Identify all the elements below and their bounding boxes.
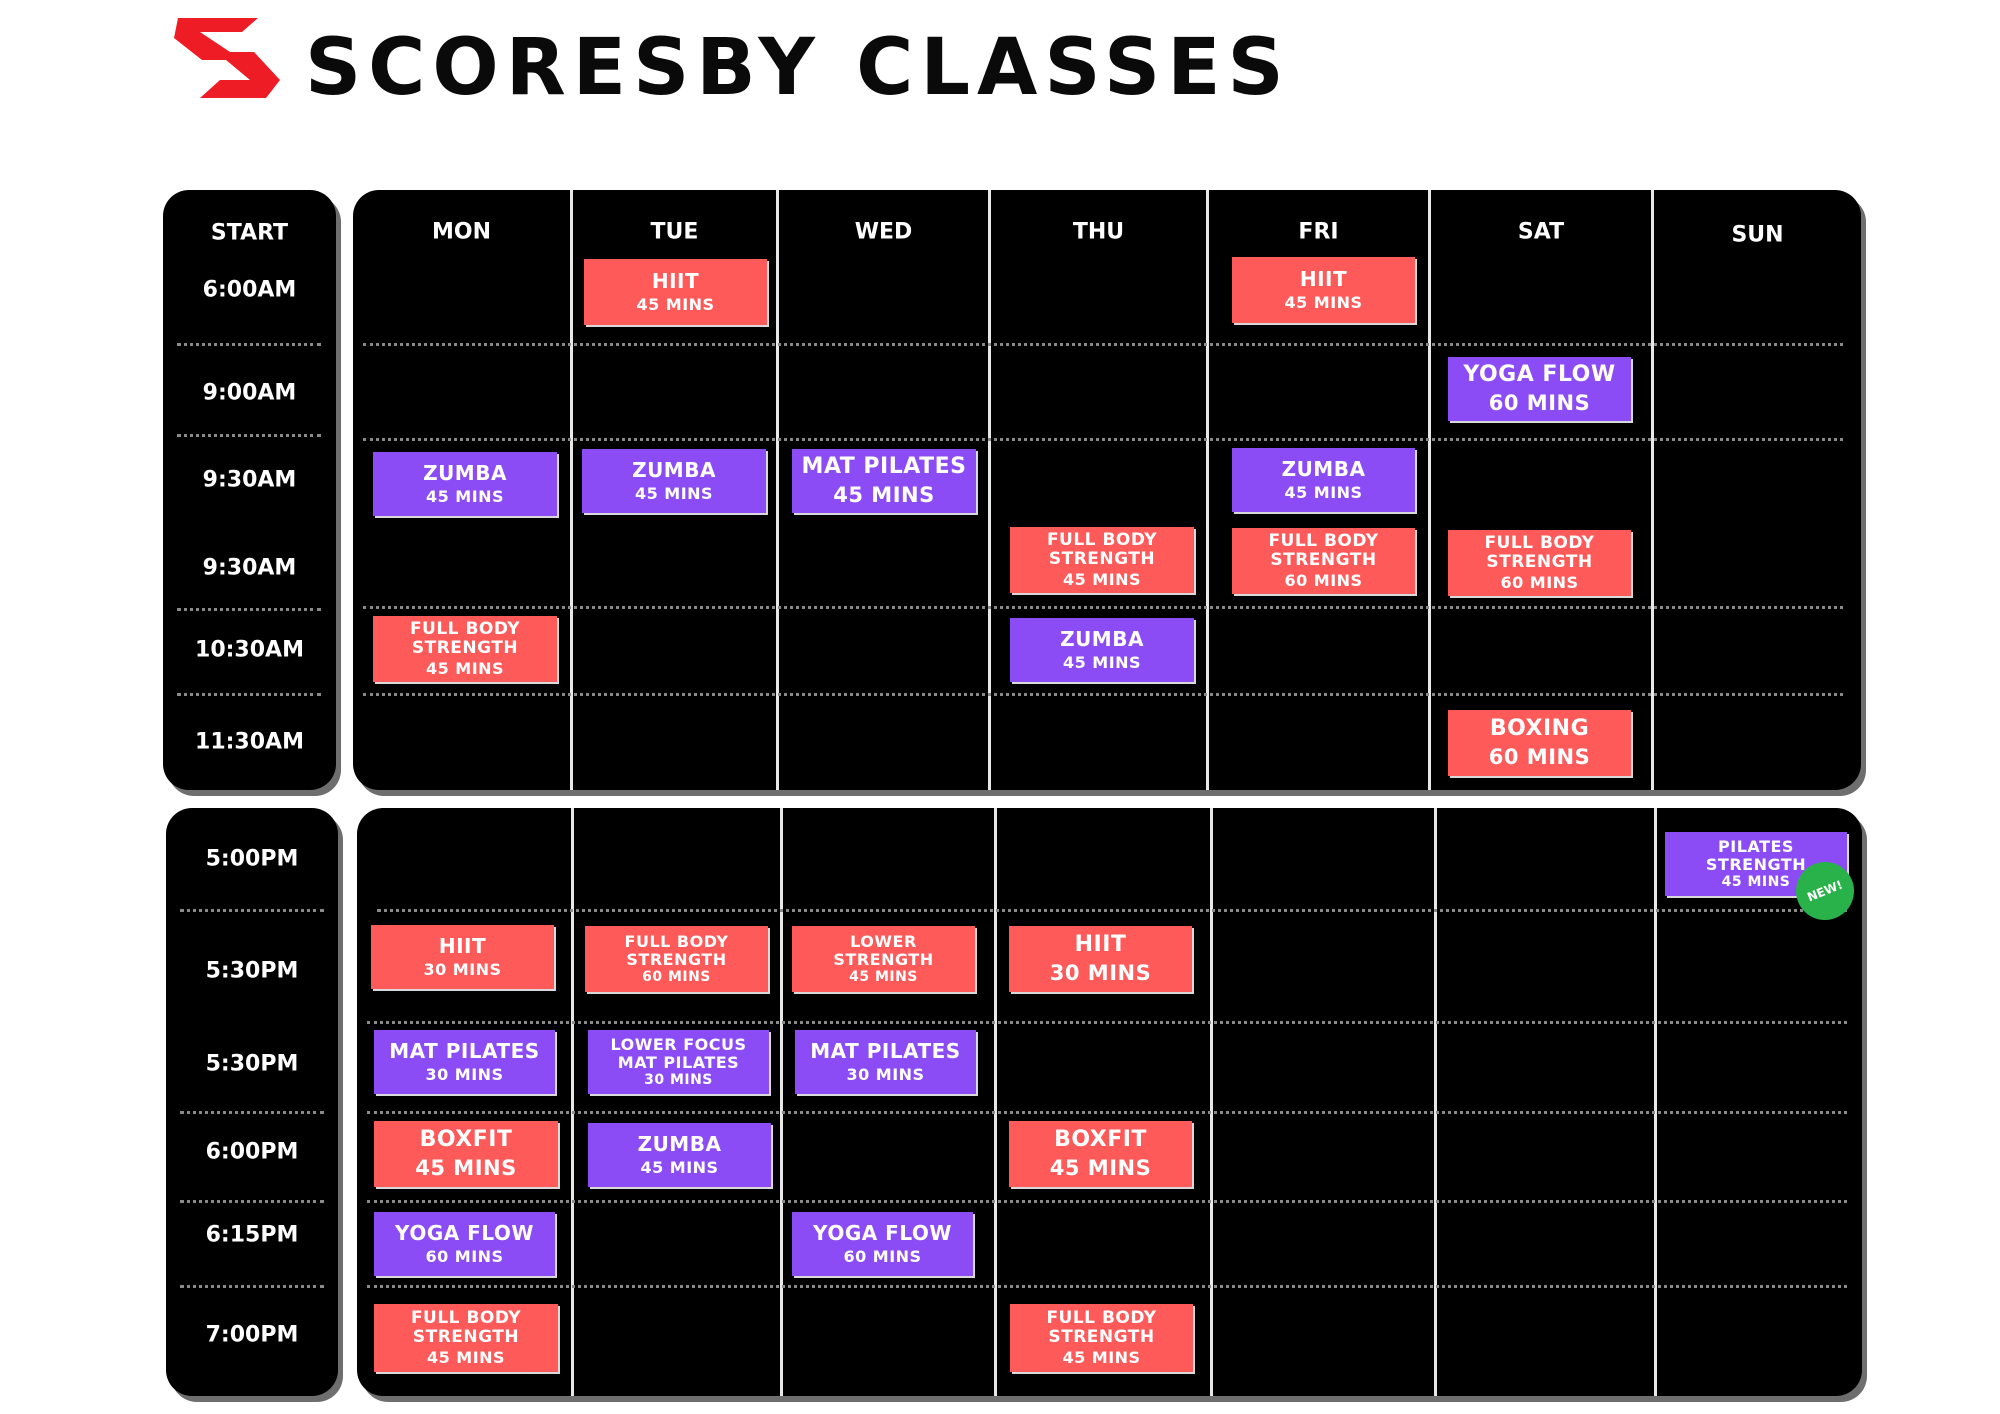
- class-duration: 45 MINS: [1062, 653, 1142, 673]
- class-card[interactable]: [373, 452, 557, 516]
- row-divider: [177, 693, 321, 696]
- class-name: FULL BODY STRENGTH: [1484, 533, 1595, 573]
- time-label: 5:30PM: [205, 1051, 299, 1077]
- time-label: 5:30PM: [205, 958, 299, 984]
- class-duration: 45 MINS: [1721, 873, 1791, 890]
- column-divider: [1434, 808, 1437, 1396]
- class-name: ZUMBA: [1060, 626, 1144, 651]
- class-card[interactable]: [588, 1123, 771, 1187]
- class-card[interactable]: [374, 1304, 558, 1372]
- column-divider: [1651, 190, 1654, 790]
- column-divider: [1210, 808, 1213, 1396]
- column-divider: [1428, 190, 1431, 790]
- column-divider: [570, 190, 573, 790]
- class-card[interactable]: [373, 616, 557, 682]
- class-card[interactable]: [585, 926, 768, 992]
- row-divider: [367, 1285, 1847, 1288]
- class-card[interactable]: [374, 1030, 555, 1094]
- class-card[interactable]: [588, 1030, 769, 1094]
- evening-time-column: [166, 808, 338, 1396]
- class-card[interactable]: [374, 1121, 558, 1187]
- class-name: ZUMBA: [423, 460, 507, 485]
- day-header-fri: FRI: [1298, 219, 1339, 245]
- morning-time-column: [163, 190, 336, 790]
- day-header-tue: TUE: [650, 219, 699, 245]
- class-card[interactable]: [792, 926, 975, 992]
- row-divider: [363, 606, 1843, 609]
- class-name: ZUMBA: [1281, 456, 1366, 481]
- row-divider: [177, 343, 321, 346]
- class-name: ZUMBA: [632, 457, 716, 482]
- class-card[interactable]: [1448, 357, 1631, 421]
- class-card[interactable]: [1010, 618, 1194, 682]
- class-duration: 45 MINS: [1049, 1155, 1152, 1180]
- time-label: 6:00PM: [205, 1139, 299, 1165]
- class-duration: 60 MINS: [1488, 744, 1591, 769]
- class-name: YOGA FLOW: [1463, 361, 1616, 387]
- class-name: MAT PILATES: [801, 453, 967, 479]
- class-card[interactable]: [582, 449, 766, 513]
- class-name: LOWER FOCUS MAT PILATES: [610, 1034, 747, 1072]
- class-name: MAT PILATES: [810, 1038, 961, 1063]
- class-name: BOXING: [1489, 715, 1590, 741]
- class-name: FULL BODY STRENGTH: [410, 1308, 522, 1348]
- time-label: 7:00PM: [205, 1322, 299, 1348]
- class-duration: 60 MINS: [642, 968, 711, 985]
- time-label: 9:00AM: [202, 380, 297, 406]
- class-duration: 45 MINS: [1284, 483, 1363, 503]
- row-divider: [180, 909, 324, 912]
- row-divider: [367, 1021, 1847, 1024]
- class-name: FULL BODY STRENGTH: [1046, 530, 1158, 570]
- class-name: FULL BODY STRENGTH: [1268, 531, 1379, 571]
- class-duration: 45 MINS: [636, 295, 715, 315]
- class-duration: 45 MINS: [640, 1158, 719, 1178]
- class-card[interactable]: [1232, 448, 1415, 512]
- day-header-sat: SAT: [1517, 219, 1565, 245]
- morning-schedule-grid: [353, 190, 1861, 790]
- class-duration: 60 MINS: [843, 1247, 922, 1267]
- class-duration: 60 MINS: [1500, 573, 1579, 593]
- column-divider: [780, 808, 783, 1396]
- day-header-sun: SUN: [1731, 222, 1784, 248]
- class-card[interactable]: [584, 259, 767, 325]
- class-name: FULL BODY STRENGTH: [409, 619, 521, 659]
- column-divider: [571, 808, 574, 1396]
- row-divider: [180, 1200, 324, 1203]
- time-label: 9:30AM: [202, 555, 297, 581]
- class-card[interactable]: [792, 1212, 973, 1276]
- time-label: 6:00AM: [202, 277, 297, 303]
- class-duration: 30 MINS: [423, 960, 502, 980]
- class-duration: 30 MINS: [1049, 960, 1152, 985]
- class-card[interactable]: [792, 449, 976, 513]
- row-divider: [363, 438, 1843, 441]
- column-divider: [1206, 190, 1209, 790]
- class-name: YOGA FLOW: [813, 1220, 952, 1245]
- time-label: 9:30AM: [202, 467, 297, 493]
- row-divider: [367, 1111, 1847, 1114]
- class-name: LOWER STRENGTH: [833, 931, 934, 969]
- time-label: 10:30AM: [195, 637, 304, 663]
- class-duration: 45 MINS: [425, 487, 505, 507]
- class-duration: 45 MINS: [425, 659, 505, 679]
- class-card[interactable]: [1010, 527, 1194, 593]
- red-s-logo-icon: [170, 18, 280, 108]
- class-duration: 60 MINS: [1488, 390, 1591, 415]
- row-divider: [177, 608, 321, 611]
- class-duration: 60 MINS: [1284, 571, 1363, 591]
- class-name: FULL BODY STRENGTH: [1046, 1308, 1157, 1348]
- column-divider: [994, 808, 997, 1396]
- evening-schedule-grid: [357, 808, 1862, 1396]
- class-name: ZUMBA: [637, 1131, 722, 1156]
- class-name: BOXFIT: [419, 1126, 513, 1152]
- class-duration: 30 MINS: [425, 1065, 504, 1085]
- class-card[interactable]: [371, 925, 554, 989]
- row-divider: [363, 693, 1843, 696]
- class-name: BOXFIT: [1054, 1126, 1147, 1152]
- day-header-wed: WED: [854, 219, 913, 245]
- class-name: HIIT: [1074, 931, 1127, 957]
- class-card[interactable]: [1448, 710, 1631, 776]
- class-card[interactable]: [1010, 1304, 1193, 1372]
- time-label: 5:00PM: [205, 846, 299, 872]
- row-divider: [363, 343, 1843, 346]
- class-name: FULL BODY STRENGTH: [624, 931, 729, 969]
- class-card[interactable]: [1232, 257, 1415, 323]
- class-duration: 45 MINS: [415, 1155, 517, 1180]
- row-divider: [180, 1285, 324, 1288]
- class-name: MAT PILATES: [389, 1038, 540, 1063]
- class-duration: 45 MINS: [833, 482, 935, 507]
- column-divider: [776, 190, 779, 790]
- row-divider: [377, 909, 1847, 912]
- page-title: SCORESBY CLASSES: [305, 23, 1291, 113]
- class-card[interactable]: [1009, 926, 1192, 992]
- class-card[interactable]: [795, 1030, 976, 1094]
- class-duration: 60 MINS: [425, 1247, 504, 1267]
- class-name: HIIT: [438, 933, 487, 958]
- time-label: 11:30AM: [195, 729, 304, 755]
- day-header-mon: MON: [431, 219, 491, 245]
- class-name: YOGA FLOW: [395, 1220, 534, 1245]
- class-card[interactable]: [1232, 528, 1415, 594]
- class-duration: 30 MINS: [846, 1065, 925, 1085]
- row-divider: [367, 1200, 1847, 1203]
- class-card[interactable]: [1448, 530, 1631, 596]
- row-divider: [177, 434, 321, 437]
- class-duration: 45 MINS: [849, 968, 918, 985]
- class-duration: 45 MINS: [634, 484, 714, 504]
- class-name: HIIT: [1299, 266, 1348, 291]
- class-duration: 30 MINS: [644, 1071, 713, 1088]
- class-name: PILATES STRENGTH: [1705, 836, 1807, 874]
- class-card[interactable]: [1009, 1121, 1192, 1187]
- class-duration: 45 MINS: [1284, 293, 1363, 313]
- class-duration: 45 MINS: [426, 1348, 506, 1368]
- time-label: 6:15PM: [205, 1222, 299, 1248]
- start-header: START: [210, 220, 289, 246]
- column-divider: [1654, 808, 1657, 1396]
- day-header-thu: THU: [1072, 219, 1125, 245]
- row-divider: [180, 1111, 324, 1114]
- column-divider: [988, 190, 991, 790]
- page-header: [170, 18, 1370, 128]
- class-name: HIIT: [651, 268, 700, 293]
- new-badge: NEW!: [1792, 858, 1857, 923]
- class-duration: 45 MINS: [1062, 1348, 1141, 1368]
- class-card[interactable]: [374, 1212, 555, 1276]
- class-duration: 45 MINS: [1062, 570, 1142, 590]
